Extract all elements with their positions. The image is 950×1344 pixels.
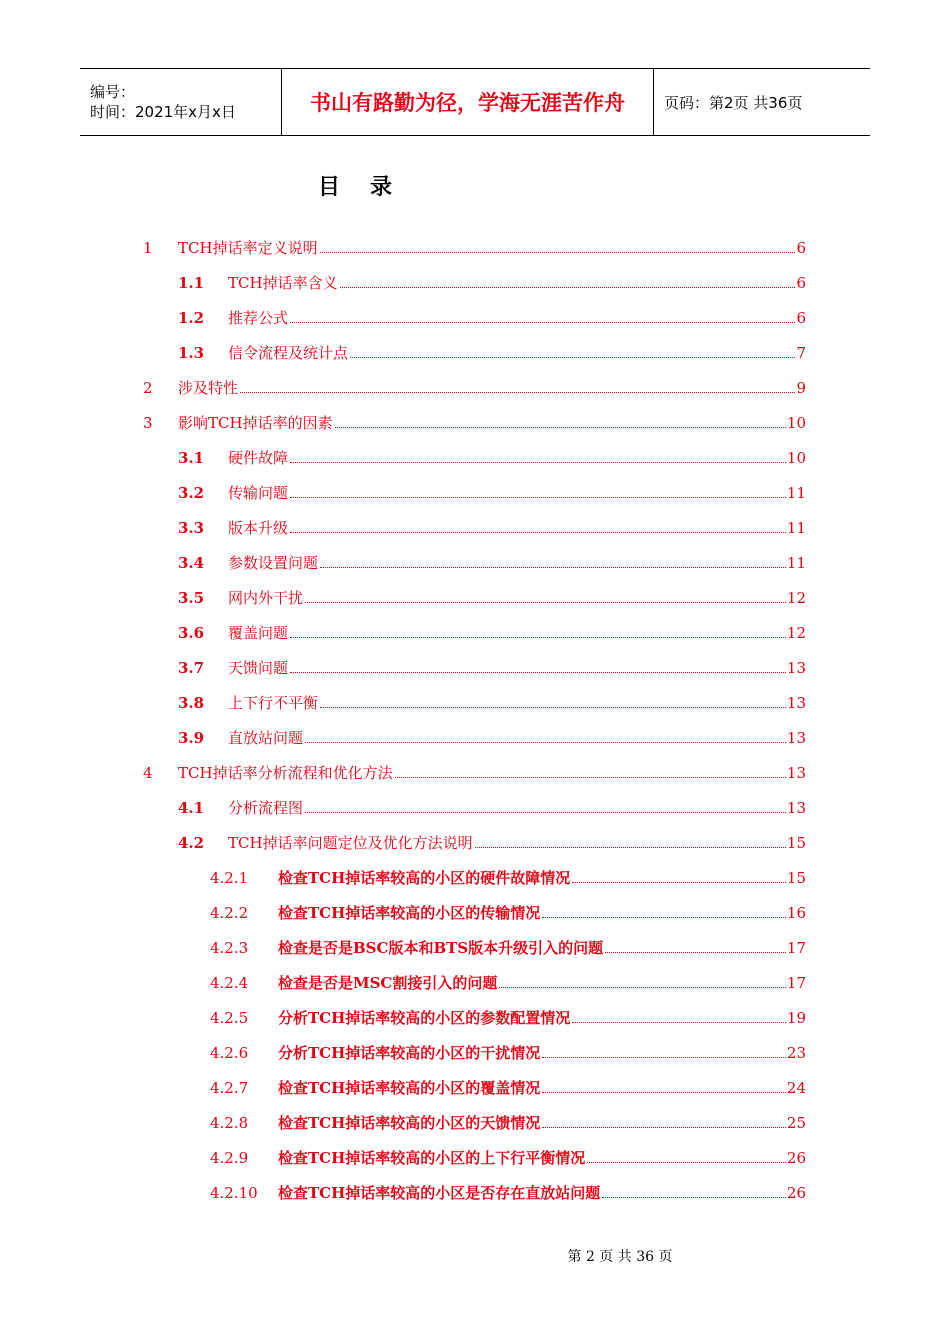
toc-entry-text: 信令流程及统计点 [228,344,349,362]
toc-entry-text: 上下行不平衡 [228,694,319,712]
toc-entry-number: 3 [143,413,153,432]
toc-entry-text: 传输问题 [228,484,289,502]
toc-entry-text: 检查TCH掉话率较高的小区的传输情况 [278,904,541,922]
toc-entry-number: 1.1 [178,273,205,292]
toc-entry-page: 26 [786,1183,806,1202]
toc-leader-dots [395,777,786,778]
toc-entry-number: 4.2.6 [210,1043,249,1062]
toc-entry[interactable] [178,720,806,755]
toc-leader-dots [305,742,786,743]
toc-entry-number: 3.9 [178,728,205,747]
toc-entry-text: 参数设置问题 [228,554,319,572]
toc-entry[interactable] [178,685,806,720]
toc-entry-text: 检查TCH掉话率较高的小区是否存在直放站问题 [278,1184,601,1202]
toc-entry[interactable] [178,265,806,300]
toc-leader-dots [572,1022,786,1023]
toc-leader-dots [542,1127,786,1128]
toc-leader-dots [290,322,795,323]
toc-entry[interactable] [210,1105,806,1140]
header-motto: 书山有路勤为径，学海无涯苦作舟 [282,69,654,135]
header-page-info: 页码：第2页 共36页 [664,93,803,112]
toc-entry[interactable] [143,755,806,790]
toc-entry-text: 影响TCH掉话率的因素 [178,414,333,432]
toc-entry[interactable] [178,300,806,335]
toc-entry[interactable] [210,860,806,895]
toc-entry[interactable] [210,1070,806,1105]
toc-entry-number: 4.2.9 [210,1148,249,1167]
toc-leader-dots [475,847,786,848]
toc-entry-page: 9 [796,378,806,397]
toc-leader-dots [335,427,786,428]
toc-entry-text: TCH掉话率定义说明 [178,239,318,257]
toc-entry-number: 4.2.5 [210,1008,249,1027]
toc-entry[interactable] [143,230,806,265]
toc-entry[interactable] [210,895,806,930]
toc-leader-dots [320,252,796,253]
toc-leader-dots [542,917,786,918]
toc-leader-dots [305,812,786,813]
toc-leader-dots [605,952,786,953]
toc-entry-page: 11 [786,518,806,537]
toc-entry-text: 涉及特性 [178,379,239,397]
toc-entry[interactable] [178,580,806,615]
toc-leader-dots [350,357,795,358]
toc-leader-dots [587,1162,786,1163]
toc-entry[interactable] [178,335,806,370]
toc-entry-page: 15 [786,833,806,852]
toc-entry-text: 覆盖问题 [228,624,289,642]
toc-entry-page: 10 [786,413,806,432]
toc-leader-dots [542,1057,786,1058]
toc-leader-dots [572,882,786,883]
toc-entry-text: 天馈问题 [228,659,289,677]
toc-entry-page: 6 [796,273,806,292]
toc-entry-number: 3.1 [178,448,205,467]
toc-entry-page: 19 [786,1008,806,1027]
toc-entry-number: 1.3 [178,343,205,362]
toc-leader-dots [602,1197,786,1198]
toc-entry-page: 17 [786,938,806,957]
toc-entry-number: 4 [143,763,153,782]
toc-entry-page: 12 [786,588,806,607]
toc-entry[interactable] [178,825,806,860]
toc-entry-text: 检查TCH掉话率较高的小区的覆盖情况 [278,1079,541,1097]
toc-entry-text: TCH掉话率问题定位及优化方法说明 [228,834,473,852]
toc-entry-page: 6 [796,238,806,257]
toc-entry-page: 11 [786,483,806,502]
header-meta [80,69,282,135]
toc-entry-page: 13 [786,763,806,782]
toc-entry-number: 4.1 [178,798,205,817]
toc-entry-page: 15 [786,868,806,887]
toc-entry-text: 分析TCH掉话率较高的小区的干扰情况 [278,1044,541,1062]
toc-leader-dots [542,1092,786,1093]
toc-entry-page: 23 [786,1043,806,1062]
toc-entry-number: 4.2.4 [210,973,249,992]
toc-entry-text: 检查TCH掉话率较高的小区的天馈情况 [278,1114,541,1132]
toc-entry-text: TCH掉话率含义 [228,274,338,292]
toc-leader-dots [305,602,786,603]
header-number-label: 编号： [90,83,136,101]
toc-entry-page: 13 [786,693,806,712]
toc-entry[interactable] [210,930,806,965]
toc-entry-page: 13 [786,728,806,747]
toc-entry-page: 6 [796,308,806,327]
toc-entry-number: 4.2.3 [210,938,249,957]
toc-entry[interactable] [210,965,806,1000]
toc-entry[interactable] [210,1140,806,1175]
header-time-label: 时间：2021年x月x日 [90,103,236,121]
toc-entry-page: 16 [786,903,806,922]
toc-entry-number: 4.2.1 [210,868,249,887]
toc-entry[interactable] [143,405,806,440]
toc-entry-text: 分析TCH掉话率较高的小区的参数配置情况 [278,1009,571,1027]
toc-entry-text: 网内外干扰 [228,589,304,607]
toc-entry-number: 3.4 [178,553,205,572]
toc-leader-dots [290,462,786,463]
toc-entry-page: 13 [786,798,806,817]
toc-entry-page: 11 [786,553,806,572]
toc-entry[interactable] [178,650,806,685]
toc-entry-text: 分析流程图 [228,799,304,817]
toc-entry-number: 3.7 [178,658,205,677]
page-header [80,68,870,136]
toc-entry-page: 26 [786,1148,806,1167]
toc-entry-number: 4.2.7 [210,1078,249,1097]
toc-leader-dots [290,532,786,533]
toc-leader-dots [290,497,786,498]
toc-entry-number: 3.6 [178,623,205,642]
toc-leader-dots [290,672,786,673]
toc-entry-number: 4.2 [178,833,205,852]
toc-leader-dots [499,987,786,988]
toc-title: 目录 [317,175,422,200]
toc-entry-text: 检查TCH掉话率较高的小区的硬件故障情况 [278,869,571,887]
toc-entry-page: 13 [786,658,806,677]
toc-leader-dots [320,567,786,568]
toc-entry[interactable] [178,545,806,580]
toc-entry-number: 3.2 [178,483,205,502]
toc-entry[interactable] [210,1035,806,1070]
toc-entry-number: 3.3 [178,518,205,537]
toc-entry-number: 2 [143,378,153,397]
toc-leader-dots [340,287,796,288]
toc-entry-page: 7 [796,343,806,362]
toc-entry-page: 24 [786,1078,806,1097]
toc-entry[interactable] [178,615,806,650]
toc-entry-number: 4.2.2 [210,903,249,922]
toc-entry-page: 10 [786,448,806,467]
toc-entry[interactable] [210,1175,806,1210]
toc-entry-page: 12 [786,623,806,642]
toc-entry[interactable] [210,1000,806,1035]
toc-entry-text: 版本升级 [228,519,289,537]
toc-entry[interactable] [178,475,806,510]
toc-entry-number: 4.2.8 [210,1113,249,1132]
toc-entry-text: 检查是否是BSC版本和BTS版本升级引入的问题 [278,939,604,957]
toc-entry-text: 检查TCH掉话率较高的小区的上下行平衡情况 [278,1149,586,1167]
toc-leader-dots [290,637,786,638]
toc-entry[interactable] [178,510,806,545]
toc-entry-number: 1.2 [178,308,205,327]
toc-leader-dots [320,707,786,708]
toc-entry[interactable] [178,790,806,825]
toc-entry-page: 25 [786,1113,806,1132]
toc-entry-text: TCH掉话率分析流程和优化方法 [178,764,393,782]
toc-entry-text: 硬件故障 [228,449,289,467]
toc-entry-text: 直放站问题 [228,729,304,747]
toc-entry-number: 3.5 [178,588,205,607]
toc-entry-text: 检查是否是MSC割接引入的问题 [278,974,498,992]
toc-entry[interactable] [178,440,806,475]
toc-entry-text: 推荐公式 [228,309,289,327]
toc-leader-dots [240,392,795,393]
toc-entry-number: 3.8 [178,693,205,712]
toc-entry-page: 17 [786,973,806,992]
toc-entry-number: 1 [143,238,153,257]
toc-entry-number: 4.2.10 [210,1183,258,1202]
toc-entry[interactable] [143,370,806,405]
page-footer: 第 2 页 共 36 页 [567,1249,673,1265]
